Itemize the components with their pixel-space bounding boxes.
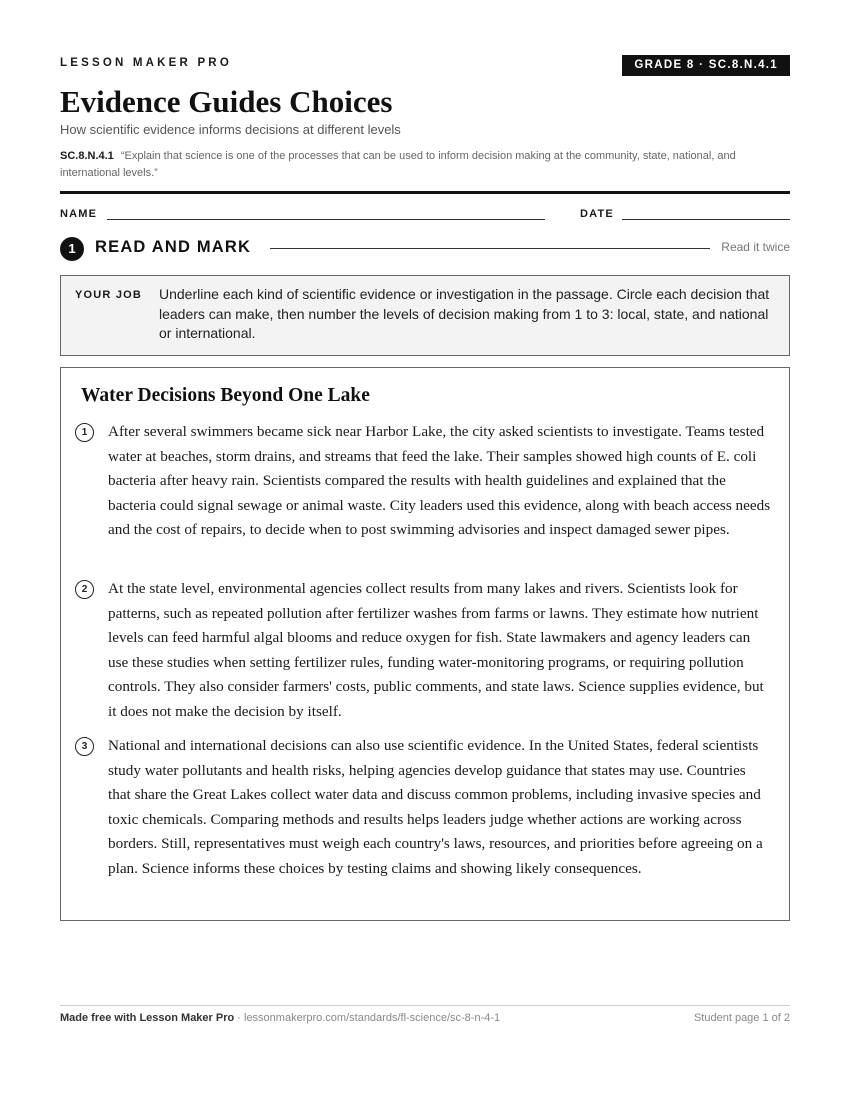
footer-divider xyxy=(60,1005,790,1006)
instructions-label: YOUR JOB xyxy=(75,289,143,301)
worksheet-page xyxy=(60,0,790,1100)
paragraph-number: 3 xyxy=(75,737,94,756)
paragraph-text: National and international decisions can also use scientific evidence. In the United States, federal scientists study water pollutants and health risks, helping agencies develop guidance that states may use. Countries that share the Great Lakes collect water data and discuss common problems, including invasive species and toxic chemicals. Comparing methods and results helps leaders judge whether actions are working across borders. Still, representatives must weigh each country's laws, resources, and priorities before agreeing on a plan. Science informs these choices by testing claims and showing likely consequences. xyxy=(108,737,763,877)
footer-made-with: Made free with Lesson Maker Pro xyxy=(60,1012,235,1024)
date-field[interactable] xyxy=(622,219,790,220)
instructions-text: Underline each kind of scientific evidence or investigation in the passage. Circle each decision that leaders can make, then number the levels of decision making from 1 to 3: local, state, and national or international. xyxy=(159,286,770,341)
section-title: READ AND MARK xyxy=(95,238,252,256)
standard-code: SC.8.N.4.1 xyxy=(60,150,114,162)
passage-title: Water Decisions Beyond One Lake xyxy=(81,385,370,406)
section-divider xyxy=(270,248,710,249)
name-field[interactable] xyxy=(107,219,545,220)
date-label: DATE xyxy=(580,208,614,220)
footer-url[interactable]: · lessonmakerpro.com/standards/fl-science/sc-8-n-4-1 xyxy=(234,1012,501,1024)
page-subtitle: How scientific evidence informs decisions at different levels xyxy=(60,122,401,137)
instructions-box xyxy=(60,275,790,356)
section-note: Read it twice xyxy=(721,240,790,254)
step-number-badge: 1 xyxy=(60,237,84,261)
page-title: Evidence Guides Choices xyxy=(60,84,393,119)
paragraph-number: 2 xyxy=(75,580,94,599)
reading-passage xyxy=(60,367,790,921)
footer-page-number: Student page 1 of 2 xyxy=(693,1012,790,1024)
paragraph-text: At the state level, environmental agencies collect results from many lakes and rivers. Scientists look for patterns, such as repeated pollution after fertilizer washes from farms or lawns. They estimate how nutrient levels can feed harmful algal blooms and reduce oxygen for fish. State lawmakers and agency leaders can use these studies when setting fertilizer rules, funding water-monitoring programs, or requiring pollution controls. They also consider farmers' costs, public comments, and state laws. Science supplies evidence, but it does not make the decision by itself. xyxy=(108,580,764,720)
standard-statement xyxy=(60,148,790,182)
brand-name: LESSON MAKER PRO xyxy=(60,57,232,69)
header-divider xyxy=(60,191,790,194)
name-label: NAME xyxy=(60,208,98,220)
paragraph-text: After several swimmers became sick near Harbor Lake, the city asked scientists to investigate. Teams tested water at beaches, storm drains, and streams that feed the lake. Their samples showed high counts of E. coli bacteria after heavy rain. Scientists compared the results with health guidelines and explained that the bacteria could signal sewage or animal waste. City leaders used this evidence, along with beach access needs and the cost of repairs, to decide when to post swimming advisories and inspect damaged sewer pipes. xyxy=(108,423,771,539)
paragraph-number: 1 xyxy=(75,423,94,442)
standard-text: “Explain that science is one of the processes that can be used to inform decision making at the community, state, national, and international levels.” xyxy=(60,150,736,179)
grade-badge: GRADE 8 · SC.8.N.4.1 xyxy=(622,55,790,76)
footer-credit xyxy=(60,1012,500,1024)
